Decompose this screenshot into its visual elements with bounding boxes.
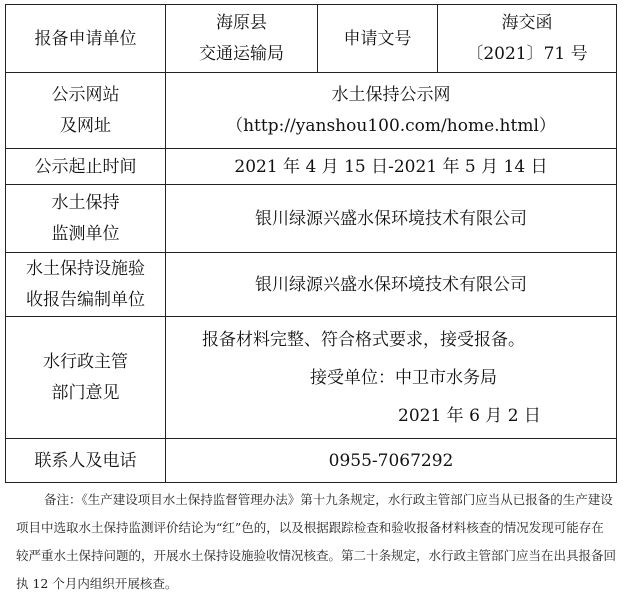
authority-opinion-row [6,317,617,439]
applicant-row [6,5,617,73]
opinion-date: 2021 年 6 月 2 日 [398,405,541,426]
website-row [6,73,617,149]
website-name: 水土保持公示网 [331,84,451,105]
docno-value-line: 海交函 [501,12,553,33]
publicity-period-value: 2021 年 4 月 15 日-2021 年 5 月 14 日 [166,149,617,185]
docno-value-line: 〔2021〕71 号 [466,43,588,64]
website-value [166,73,617,149]
monitoring-unit-label-line: 水土保持 [51,192,120,213]
applicant-value-line: 交通运输局 [199,43,284,64]
filing-form-table [5,4,617,483]
website-label-line: 及网址 [60,115,111,136]
contact-label: 联系人及电话 [6,439,166,483]
contact-row [6,439,617,483]
website-label [6,73,166,149]
authority-opinion-label [6,317,166,439]
authority-opinion-label-line: 水行政主管 [43,351,128,372]
opinion-statement: 报备材料完整、符合格式要求，接受报备。 [202,329,525,350]
website-label-line: 公示网站 [51,84,120,105]
publicity-period-row [6,149,617,185]
applicant-value [166,5,318,73]
footnote-text: 备注：《生产建设项目水土保持监督管理办法》第十九条规定，水行政主管部门应当从已报备的生产建设项目中选取水土保持监测评价结论为“红”色的，以及根据跟踪检查和验收报备材料核查的情况发现可能存在较严重水土保持问题的，开展水土保持设施验收情况核查。第二十条规定，水行政主管部门应当在出具报备回执 12 个月内组织开展核查。 [16,492,617,591]
report-compiler-label-line: 收报告编制单位 [26,289,145,310]
authority-opinion-label-line: 部门意见 [51,382,120,403]
authority-opinion-value [166,317,617,439]
publicity-period-label: 公示起止时间 [6,149,166,185]
contact-value: 0955-7067292 [166,439,617,483]
report-compiler-row [6,253,617,317]
applicant-label: 报备申请单位 [6,5,166,73]
applicant-value-line: 海原县 [216,12,267,33]
docno-value [438,5,617,73]
docno-label: 申请文号 [318,5,438,73]
report-compiler-label-line: 水土保持设施验 [26,258,145,279]
monitoring-unit-label-line: 监测单位 [51,223,120,244]
monitoring-unit-value: 银川绿源兴盛水保环境技术有限公司 [166,185,617,253]
monitoring-unit-row [6,185,617,253]
report-compiler-label [6,253,166,317]
monitoring-unit-label [6,185,166,253]
report-compiler-value: 银川绿源兴盛水保环境技术有限公司 [166,253,617,317]
footnote [16,486,616,598]
receiving-unit: 接受单位：中卫市水务局 [310,367,497,388]
website-url: （http://yanshou100.com/home.html） [226,115,556,136]
